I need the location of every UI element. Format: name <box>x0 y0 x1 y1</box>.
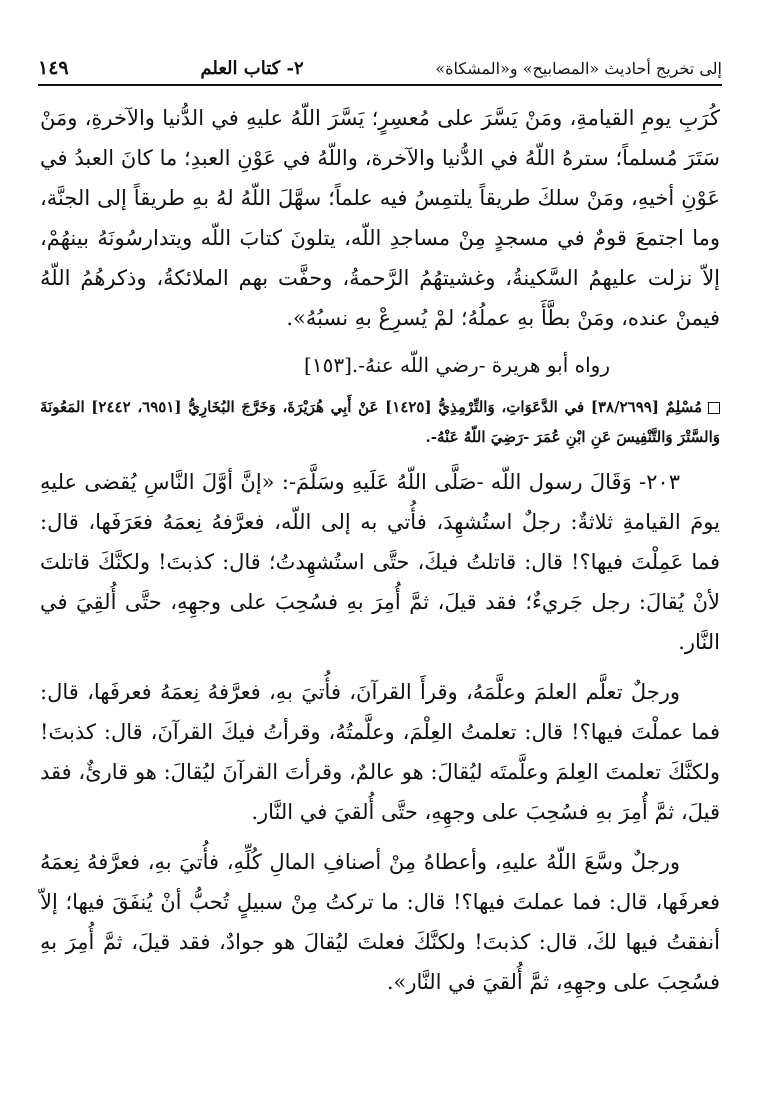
takhrij-note <box>40 392 720 452</box>
hadith-203-rich: ورجلٌ وسَّعَ اللّهُ عليهِ، وأعطاهُ مِنْ أصنافِ المالِ كُلِّهِ، فأُتيَ بهِ، فعرَّفهُ نِعمَهُ فعرفَها، قال: فما عملتَ فيها؟! قال: ما تركتُ مِنْ سبيلٍ تُحبُّ أنْ يُنفَقَ فيها؛ إلاّ أنفقتُ فيها لكَ، قال: كذبتَ! ولكنَّكَ فعلتَ ليُقالَ هو جوادٌ، فقد قيلَ، ثمَّ أُمِرَ بهِ فسُحِبَ على وجهِهِ، ثمَّ أُلقيَ في النَّار». <box>40 850 720 994</box>
takhrij-text: مُسْلِمٌ [٣٨/٢٦٩٩] في الدَّعَوَاتِ، وَالتِّرْمِذِيُّ [١٤٢٥] عَنْ أَبِي هُرَيْرَةَ، وَخَرَّجَ البُخَارِيُّ [٦٩٥١، ٢٤٤٢] المَعُونَةَ وَالسَّتْرَ وَالتَّنْفِيسَ عَنِ ابْنِ عُمَرَ -رَضِيَ اللّهُ عَنْهُ-. <box>40 398 720 446</box>
chapter-title: ٢- كتاب العلم <box>200 57 304 79</box>
square-bullet-icon <box>708 402 720 414</box>
hadith-continuation: كُرَبِ يومِ القيامةِ، ومَنْ يَسَّرَ على مُعسِرٍ؛ يَسَّرَ اللّهُ عليهِ في الدُّنيا والآخرةِ، ومَنْ سَتَرَ مُسلماً؛ سترهُ اللّهُ في الدُّنيا والآخرة، واللّهُ في عَوْنِ العبدِ؛ ما كانَ العبدُ في عَوْنِ أخيهِ، ومَنْ سلكَ طريقاً يلتمِسُ فيه علماً؛ سهَّلَ اللّهُ لهُ بهِ طريقاً إلى الجنَّة، وما اجتمعَ قومٌ في مسجدٍ مِنْ مساجدِ اللّه، يتلونَ كتابَ اللّه ويتدارسُونَهُ بينهُمْ، إلاّ نزلت عليهمُ السَّكينةُ، وغشيتهُمُ الرَّحمةُ، وحفَّت بهم الملائكةُ، وذكرهُمُ اللّهُ فيمنْ عنده، ومَنْ بطَّأَ بهِ عملُهُ؛ لمْ يُسرِعْ بهِ نسبُهُ». <box>40 106 720 330</box>
page-number: ١٤٩ <box>38 57 69 79</box>
running-header <box>38 52 722 86</box>
hadith-203-scholar: ورجلٌ تعلَّم العلمَ وعلَّمَهُ، وقرأَ القرآنَ، فأُتيَ بهِ، فعرَّفهُ نِعمَهُ فعرفَها، قال: فما عملْتَ فيها؟! قال: تعلمتُ العِلْمَ، وعلَّمتُهُ، وقرأتُ فيكَ القرآنَ، قال: كذبتَ! ولكنَّكَ تعلمتَ العِلمَ وعلَّمتَه ليُقالَ: هو عالمٌ، وقرأتَ القرآنَ ليُقالَ: هو قارئٌ، فقد قيلَ، ثمَّ أُمِرَ بهِ فسُحِبَ على وجهِهِ، حتَّى أُلقيَ في النَّار. <box>40 680 720 824</box>
narration-line: رواه أبو هريرة -رضي اللّه عنهُ-.[١٥٣] <box>304 353 610 377</box>
book-title: إلى تخريج أحاديث «المصابيح» و«المشكاة» <box>435 58 722 78</box>
page-body <box>40 98 720 1002</box>
hadith-203-intro: ٢٠٣- وَقَالَ رسول اللّه -صَلَّى اللّهُ عَلَيهِ وسَلَّمَ-: «إنَّ أوَّلَ النَّاسِ يُقضى عليهِ يومَ القيامةِ ثلاثةٌ: رجلٌ استُشهِدَ، فأُتي به إلى اللّه، فعرَّفهُ نِعمَهُ فعَرَفَها، قال: فما عَمِلْتَ فيها؟! قال: قاتلتُ فيكَ، حتَّى استُشهِدتُ؛ قال: كذبتَ! ولكنَّكَ قاتلتَ لأنْ يُقالَ: رجل جَريءٌ؛ فقد قيلَ، ثمَّ أُمِرَ بهِ فسُحِبَ على وجهِهِ، حتَّى أُلقِيَ في النَّار. <box>40 470 720 654</box>
